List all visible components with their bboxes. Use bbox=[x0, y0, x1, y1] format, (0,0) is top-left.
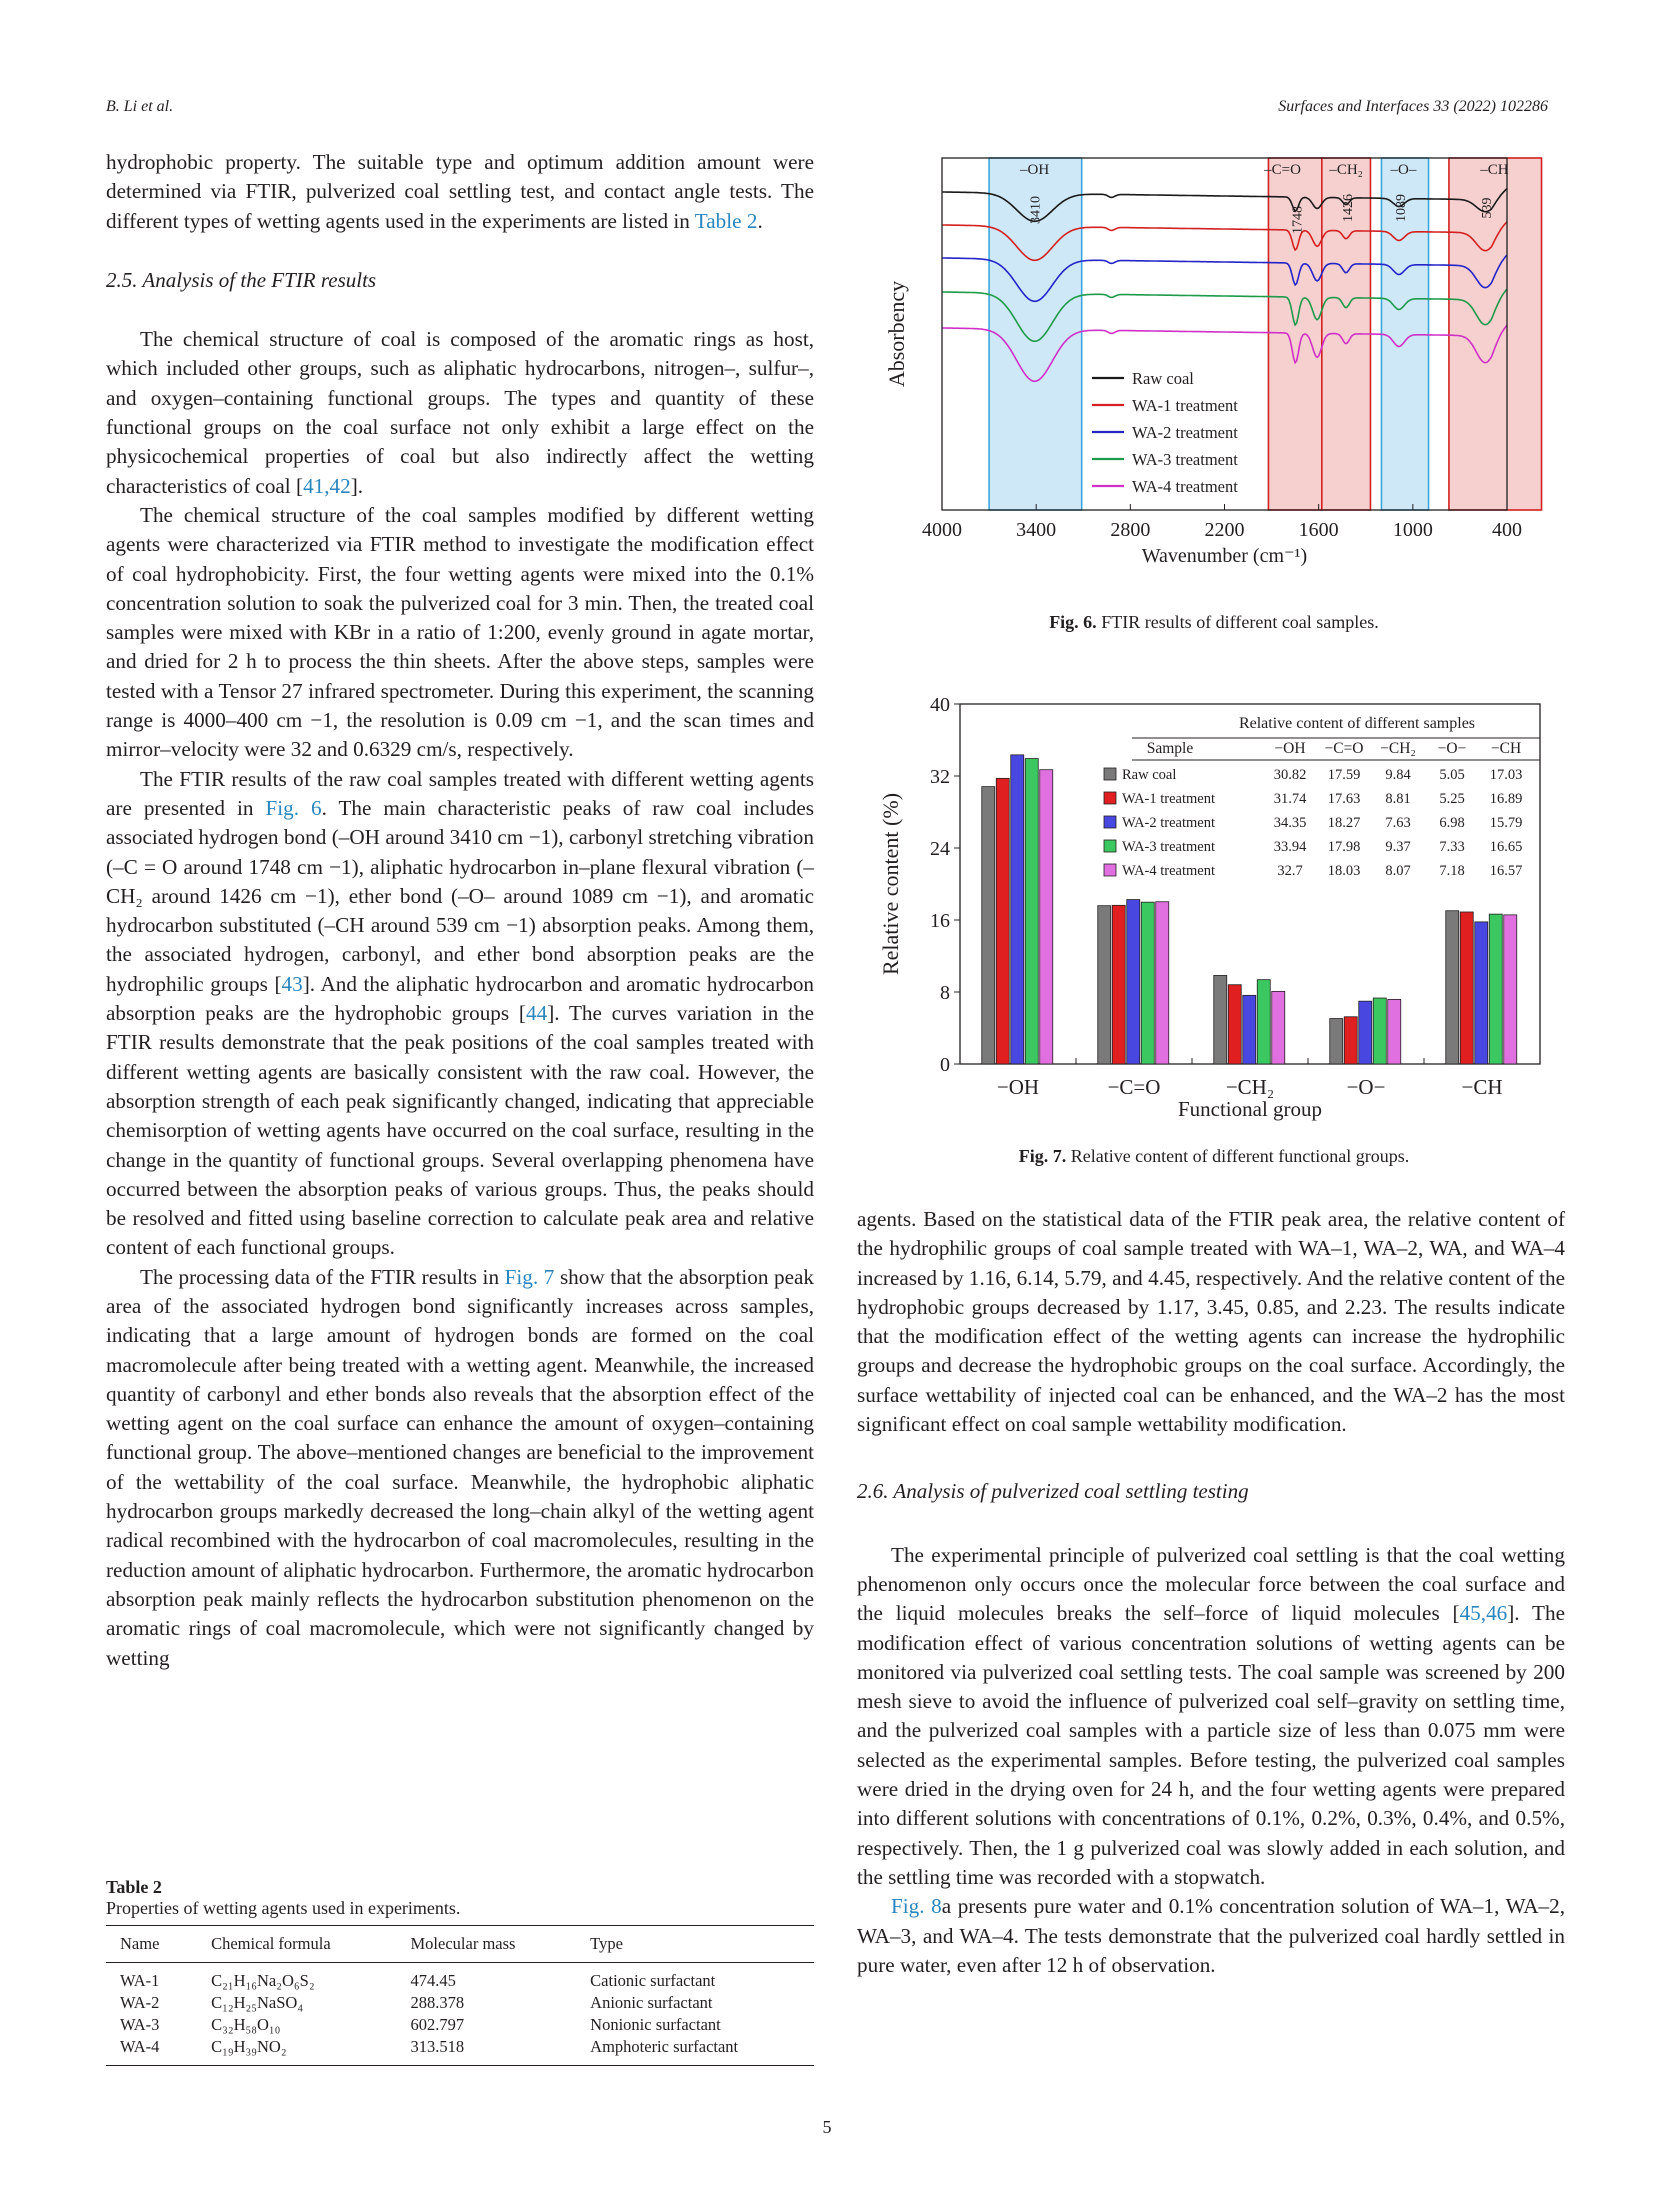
peak-label: 539 bbox=[1480, 197, 1496, 219]
inset-value: 7.63 bbox=[1385, 815, 1411, 831]
y-tick-label: 24 bbox=[930, 838, 950, 860]
wetting-agents-table bbox=[106, 1925, 814, 2066]
table-label: Table 2 bbox=[106, 1877, 162, 1897]
bar bbox=[1504, 915, 1517, 1064]
caption-text: FTIR results of different coal samples. bbox=[1101, 612, 1379, 632]
column-header: Type bbox=[576, 1926, 814, 1963]
inset-value: 7.18 bbox=[1439, 863, 1465, 879]
bar bbox=[1127, 900, 1140, 1064]
bar bbox=[1489, 914, 1502, 1064]
table-link[interactable]: Table 2 bbox=[694, 208, 758, 233]
inset-swatch bbox=[1104, 864, 1116, 876]
band-label: –CH bbox=[1480, 162, 1509, 178]
cell: 474.45 bbox=[410, 1971, 456, 1990]
figure-link[interactable]: Fig. 7 bbox=[504, 1264, 555, 1289]
bar bbox=[1359, 1001, 1372, 1064]
inset-header: −O− bbox=[1437, 740, 1467, 757]
cell: 602.797 bbox=[410, 2015, 465, 2034]
x-axis-title: Wavenumber (cm⁻¹) bbox=[1141, 545, 1308, 567]
x-tick-label: −C=O bbox=[1107, 1075, 1161, 1099]
bar bbox=[1388, 999, 1401, 1064]
table-caption: Properties of wetting agents used in experiments. bbox=[106, 1898, 461, 1918]
relative-content-bar-chart bbox=[872, 686, 1562, 1136]
cell: WA-3 bbox=[120, 2015, 160, 2034]
bar bbox=[982, 787, 995, 1064]
x-tick-label: −OH bbox=[996, 1075, 1040, 1099]
inset-header: −OH bbox=[1274, 740, 1306, 757]
bar bbox=[1228, 985, 1241, 1064]
inset-value: 16.57 bbox=[1489, 863, 1523, 879]
cell: Anionic surfactant bbox=[590, 1993, 713, 2012]
inset-swatch bbox=[1104, 792, 1116, 804]
citation-link[interactable]: 41,42 bbox=[303, 473, 351, 498]
legend-label: Raw coal bbox=[1132, 369, 1194, 388]
y-tick-label: 32 bbox=[930, 766, 950, 788]
inset-value: 6.98 bbox=[1439, 815, 1465, 831]
band-label: –O– bbox=[1390, 162, 1417, 178]
x-tick-label: 4000 bbox=[922, 519, 962, 541]
paragraph: The chemical structure of the coal samples modified by different wetting agents were characterized via FTIR method to investigate the modification effect of coal hydrophobicity. First, the four wetting agents were mixed into the 0.1% concentration solution to soak the pulverized coal for 3 min. Then, the treated coal samples were mixed with KBr in a ratio of 1:200, evenly ground in agate mortar, and dried for 2 h to process the thin sheets. After the above steps, samples were tested with a Tensor 27 infrared spectrometer. During this experiment, the scanning range is 4000–400 cm −1, the resolution is 0.09 cm −1, and the scan times and mirror–velocity were 32 and 0.6329 cm/s, respectively. bbox=[106, 502, 814, 762]
figure-link[interactable]: Fig. 8 bbox=[891, 1894, 942, 1919]
bar bbox=[1243, 995, 1256, 1064]
inset-value: 17.98 bbox=[1327, 839, 1361, 855]
table-row bbox=[106, 2036, 814, 2066]
peak-label: 1426 bbox=[1340, 194, 1356, 222]
inset-value: 5.05 bbox=[1439, 767, 1465, 783]
inset-sample-name: WA-1 treatment bbox=[1122, 791, 1216, 807]
figure-6-caption bbox=[880, 612, 1548, 633]
y-tick-label: 8 bbox=[940, 982, 950, 1004]
inset-value: 8.07 bbox=[1385, 863, 1411, 879]
caption-text: Relative content of different functional groups. bbox=[1070, 1146, 1410, 1166]
inset-value: 9.84 bbox=[1385, 767, 1411, 783]
y-tick-label: 40 bbox=[930, 694, 950, 716]
legend-label: WA-3 treatment bbox=[1132, 450, 1238, 469]
inset-value: 5.25 bbox=[1439, 791, 1465, 807]
cell: C₁₂H₂₅NaSO₄ bbox=[211, 1993, 304, 2012]
bar bbox=[1330, 1019, 1343, 1064]
bar bbox=[1098, 906, 1111, 1064]
paragraph: hydrophobic property. The suitable type and optimum addition amount were determined via FTIR, pulverized coal settling test, and contact angle tests. The different types of wetting agents used in the experiments are listed in Table 2. bbox=[106, 150, 814, 233]
inset-value: 18.03 bbox=[1327, 863, 1361, 879]
legend-label: WA-4 treatment bbox=[1132, 477, 1238, 496]
citation-link[interactable]: 44 bbox=[526, 1001, 548, 1026]
inset-sample-name: Raw coal bbox=[1122, 767, 1177, 783]
inset-value: 31.74 bbox=[1273, 791, 1307, 807]
ftir-chart bbox=[880, 150, 1560, 600]
inset-swatch bbox=[1104, 768, 1116, 780]
paragraph: The FTIR results of the raw coal samples treated with different wetting agents are presented in Fig. 6. The main characteristic peaks of raw coal includes associated hydrogen bond (–OH around 3410 cm −1), carbonyl stretching vibration (–C = O around 1748 cm −1), aliphatic hydrocarbon in–plane flexural vibration (–CH₂ around 1426 cm −1), ether bond (–O– around 1089 cm −1), and aromatic hydrocarbon substituted (–CH around 539 cm −1) absorption peaks. Among them, the associated hydrogen, carbonyl, and ether bond absorption peaks are the hydrophilic groups [43]. And the aliphatic hydrocarbon and aromatic hydrocarbon absorption peaks are the hydrophobic groups [44]. The curves variation in the FTIR results demonstrate that the peak positions of the coal samples treated with different wetting agents are basically consistent with the raw coal. However, the absorption strength of each peak significantly changed, indicating that appreciable chemisorption of wetting agents have occurred on the coal surface, resulting in the change in the quantity of functional groups. Several overlapping phenomena have occurred between the absorption peaks of various groups. Thus, the peaks should be resolved and fitted using baseline correction to calculate peak area and relative content of each functional groups. bbox=[106, 766, 815, 1260]
cell: 313.518 bbox=[397, 2036, 577, 2066]
right-column bbox=[857, 1205, 1565, 1980]
running-author: B. Li et al. bbox=[106, 98, 174, 115]
figure-label: Fig. 6. bbox=[1049, 612, 1097, 632]
inset-header: Sample bbox=[1146, 740, 1194, 757]
absorption-band bbox=[1449, 158, 1542, 510]
bar bbox=[1475, 922, 1488, 1064]
x-tick-label: 2800 bbox=[1110, 519, 1151, 541]
column-header: Name bbox=[106, 1926, 197, 1963]
bar bbox=[1011, 755, 1024, 1064]
citation-link[interactable]: 43 bbox=[281, 971, 303, 996]
cell: Nonionic surfactant bbox=[590, 2015, 721, 2034]
legend-label: WA-1 treatment bbox=[1132, 396, 1238, 415]
inset-value: 30.82 bbox=[1273, 767, 1307, 783]
inset-header: −CH₂ bbox=[1380, 740, 1416, 757]
y-axis-title: Absorbency bbox=[884, 280, 909, 388]
inset-value: 16.65 bbox=[1489, 839, 1523, 855]
bar bbox=[1112, 905, 1125, 1064]
y-tick-label: 0 bbox=[940, 1054, 950, 1076]
inset-value: 18.27 bbox=[1327, 815, 1361, 831]
inset-value: 17.63 bbox=[1327, 791, 1361, 807]
table-row bbox=[106, 1992, 814, 2014]
figure-link[interactable]: Fig. 6 bbox=[265, 795, 322, 820]
table-row bbox=[106, 1963, 814, 1993]
cell: Cationic surfactant bbox=[590, 1971, 716, 1990]
inset-header: −C=O bbox=[1324, 740, 1364, 757]
x-tick-label: 3400 bbox=[1016, 519, 1057, 541]
inset-swatch bbox=[1104, 816, 1116, 828]
paragraph: The chemical structure of coal is composed of the aromatic rings as host, which included other groups, such as aliphatic hydrocarbons, nitrogen–, sulfur–, and oxygen–containing functional groups. The types and quantity of these functional groups on the coal surface not only exhibit a large effect on the physicochemical properties of coal but also indirectly affect the wetting characteristics of coal [41,42]. bbox=[106, 327, 814, 498]
bar bbox=[1257, 980, 1270, 1064]
table-row bbox=[106, 2014, 814, 2036]
x-axis-title: Functional group bbox=[1177, 1097, 1323, 1121]
bar bbox=[1373, 998, 1386, 1064]
legend-label: WA-2 treatment bbox=[1132, 423, 1238, 442]
inset-value: 34.35 bbox=[1273, 815, 1307, 831]
x-tick-label: 2200 bbox=[1204, 519, 1245, 541]
bar bbox=[1156, 902, 1169, 1064]
citation-link[interactable]: 45,46 bbox=[1459, 1601, 1508, 1626]
bar bbox=[1141, 902, 1154, 1064]
cell: WA-1 bbox=[120, 1971, 160, 1990]
bar bbox=[1446, 911, 1459, 1064]
x-tick-label: 1600 bbox=[1298, 519, 1339, 541]
inset-value: 8.81 bbox=[1385, 791, 1411, 807]
page-number: 5 bbox=[822, 2117, 832, 2137]
paragraph: agents. Based on the statistical data of the FTIR peak area, the relative content of the hydrophilic groups of coal sample treated with WA–1, WA–2, WA, and WA–4 increased by 1.16, 6.14, 5.79, and 4.45, respectively. And the relative content of the hydrophobic groups decreased by 1.17, 3.45, 0.85, and 2.23. The results indicate that the modification effect of the wetting agents can increase the hydrophilic groups and decrease the hydrophobic groups on the coal surface. Accordingly, the surface wettability of injected coal can be enhanced, and the WA–2 has the most significant effect on coal sample wettability modification. bbox=[857, 1207, 1565, 1437]
cell: WA-4 bbox=[106, 2036, 197, 2066]
bar bbox=[1344, 1017, 1357, 1064]
inset-sample-name: WA-3 treatment bbox=[1122, 839, 1216, 855]
peak-label: 3410 bbox=[1028, 196, 1044, 224]
cell: C₂₁H₁₆Na₂O₆S₂ bbox=[211, 1971, 315, 1990]
inset-sample-name: WA-4 treatment bbox=[1122, 863, 1216, 879]
bar bbox=[1460, 912, 1473, 1064]
x-tick-label: −CH₂ bbox=[1225, 1075, 1275, 1099]
inset-value: 33.94 bbox=[1273, 839, 1307, 855]
band-label: –CH₂ bbox=[1329, 162, 1363, 178]
cell: C₁₉H₃₉NO₂ bbox=[197, 2036, 396, 2066]
inset-value: 16.89 bbox=[1489, 791, 1523, 807]
inset-value: 15.79 bbox=[1489, 815, 1523, 831]
band-label: –C=O bbox=[1264, 162, 1301, 178]
running-journal: Surfaces and Interfaces 33 (2022) 102286 bbox=[1278, 98, 1548, 115]
figure-label: Fig. 7. bbox=[1018, 1146, 1067, 1166]
paragraph: Fig. 8a presents pure water and 0.1% concentration solution of WA–1, WA–2, WA–3, and WA–4. The tests demonstrate that the pulverized coal hardly settled in pure water, even after 12 h of observation. bbox=[857, 1894, 1566, 1977]
section-heading: 2.5. Analysis of the FTIR results bbox=[106, 267, 377, 292]
inset-value: 7.33 bbox=[1439, 839, 1465, 855]
column-header: Chemical formula bbox=[197, 1926, 396, 1963]
cell: C₃₂H₅₈O₁₀ bbox=[211, 2015, 281, 2034]
band-label: –OH bbox=[1020, 162, 1050, 178]
cell: WA-2 bbox=[120, 1993, 160, 2012]
figure-7-caption bbox=[880, 1146, 1548, 1167]
peak-label: 1748 bbox=[1290, 206, 1306, 234]
y-axis-title: Relative content (%) bbox=[878, 792, 903, 976]
x-tick-label: 400 bbox=[1492, 519, 1522, 541]
inset-swatch bbox=[1104, 840, 1116, 852]
paragraph: The experimental principle of pulverized coal settling is that the coal wetting phenomenon only occurs once the molecular force between the coal surface and the liquid molecules breaks the self–force of liquid molecules [45,46]. The modification effect of various concentration solutions of wetting agents can be monitored via pulverized coal settling tests. The coal sample was screened by 200 mesh sieve to avoid the influence of pulverized coal self–gravity on settling time, and the pulverized coal samples with a particle size of less than 0.075 mm were selected as the experimental samples. Before testing, the pulverized coal samples were dried in the drying oven for 24 h, and the four wetting agents were prepared into different solutions with concentrations of 0.1%, 0.2%, 0.3%, 0.4%, and 0.5%, respectively. Then, the 1 g pulverized coal was slowly added in each solution, and the settling time was recorded with a stopwatch. bbox=[857, 1542, 1565, 1889]
section-heading: 2.6. Analysis of pulverized coal settling testing bbox=[857, 1479, 1249, 1504]
inset-value: 9.37 bbox=[1385, 839, 1411, 855]
x-tick-label: 1000 bbox=[1392, 519, 1433, 541]
cell: 288.378 bbox=[410, 1993, 465, 2012]
inset-sample-name: WA-2 treatment bbox=[1122, 815, 1216, 831]
bar bbox=[1272, 991, 1285, 1064]
inset-title: Relative content of different samples bbox=[1238, 715, 1476, 732]
x-tick-label: −CH bbox=[1461, 1075, 1503, 1099]
left-column bbox=[106, 148, 814, 1673]
x-tick-label: −O− bbox=[1346, 1075, 1386, 1099]
column-header: Molecular mass bbox=[397, 1926, 577, 1963]
bar bbox=[1040, 770, 1053, 1064]
paragraph: The processing data of the FTIR results in Fig. 7 show that the absorption peak area of the associated hydrogen bond significantly increases across samples, indicating that a large amount of hydrogen bonds are formed on the coal macromolecule after being treated with a wetting agent. Meanwhile, the increased quantity of carbonyl and ether bonds also reveals that the absorption effect of the wetting agent on the coal surface can enhance the amount of oxygen–containing functional group. The above–mentioned changes are beneficial to the improvement of the wettability of the coal surface. Meanwhile, the hydrophobic aliphatic hydrocarbon groups markedly decreased the long–chain alkyl of the wetting agent radical recombined with the hydrocarbon of coal macromolecules, resulting in the reduction amount of aliphatic hydrocarbon. Furthermore, the aromatic hydrocarbon absorption peak mainly reflects the hydrocarbon substitution phenomenon on the aromatic rings of coal macromolecule, which were not significantly changed by wetting bbox=[106, 1264, 815, 1670]
table-2 bbox=[106, 1877, 814, 2066]
inset-value: 17.03 bbox=[1489, 767, 1523, 783]
inset-value: 17.59 bbox=[1327, 767, 1361, 783]
bar bbox=[1025, 759, 1038, 1064]
bar bbox=[1214, 975, 1227, 1064]
bar bbox=[996, 778, 1009, 1064]
inset-header: −CH bbox=[1490, 740, 1522, 757]
y-tick-label: 16 bbox=[930, 910, 950, 932]
peak-label: 1089 bbox=[1393, 194, 1409, 222]
cell: Amphoteric surfactant bbox=[576, 2036, 814, 2066]
inset-value: 32.7 bbox=[1277, 863, 1303, 879]
